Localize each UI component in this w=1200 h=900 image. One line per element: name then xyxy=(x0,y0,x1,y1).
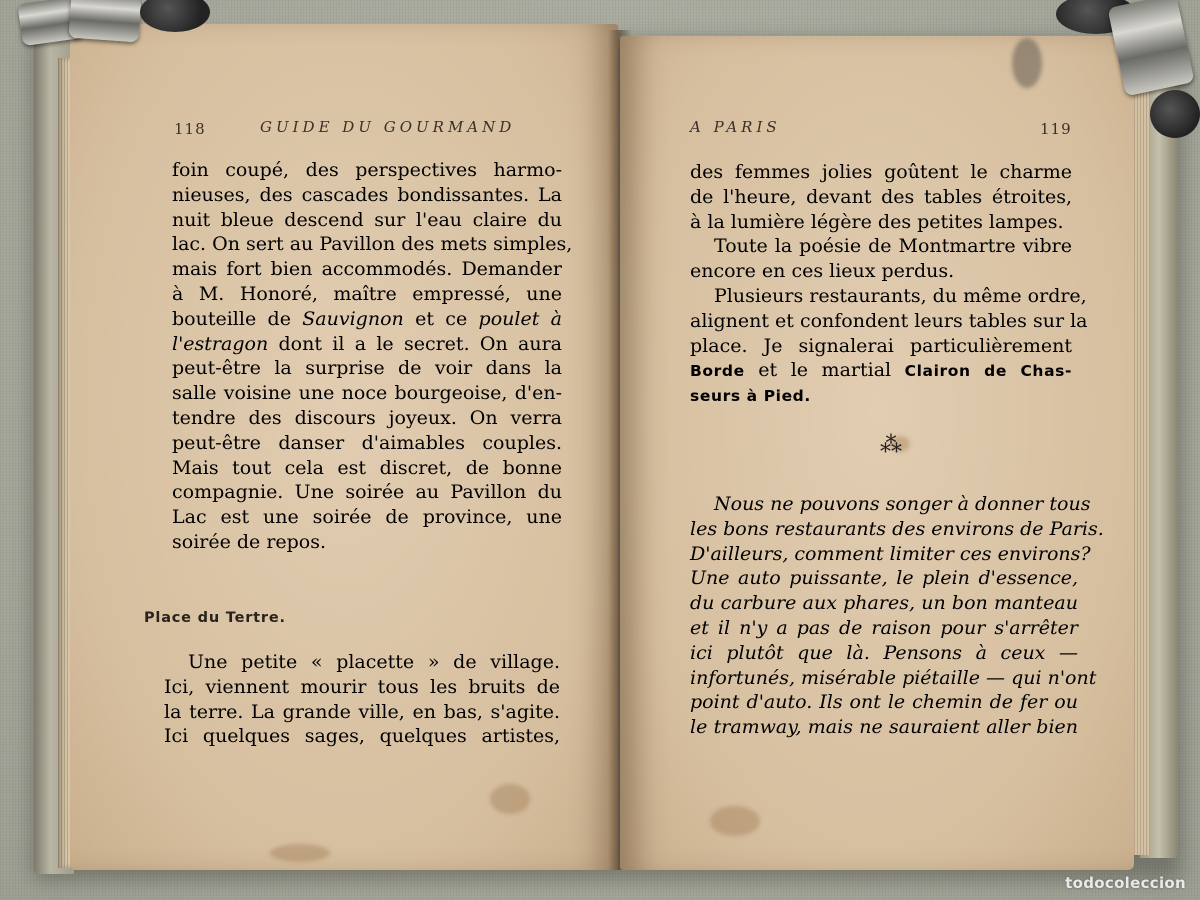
restaurant-name: Borde xyxy=(690,362,745,381)
text-line: alignent et confondent leurs tables sur la xyxy=(690,309,1088,332)
text-line: salle voisine une noce bourgeoise, d'en- xyxy=(172,382,562,405)
clip-base-right xyxy=(1150,90,1200,138)
text-line: infortunés, misérable piétaille — qui n'ont xyxy=(690,666,1097,689)
right-italic-paragraph xyxy=(690,492,1104,740)
foxing-stain xyxy=(490,784,530,814)
text-line: peut-être la surprise de voir dans la xyxy=(172,357,562,380)
section-paragraph xyxy=(164,650,560,749)
text-line: du carbure aux phares, un bon manteau xyxy=(690,592,1078,615)
text-line: à la lumière légère des petites lampes. xyxy=(690,210,1064,233)
section-title: Place du Tertre. xyxy=(144,610,286,626)
right-running-header: A PARIS xyxy=(690,118,781,136)
watermark-logo: todocoleccion xyxy=(1065,874,1186,892)
text-line: tendre des discours joyeux. On verra xyxy=(172,406,562,429)
text-line: Nous ne pouvons songer à donner tous xyxy=(714,493,1091,515)
text-line: de l'heure, devant des tables étroites, xyxy=(690,185,1072,208)
left-paragraph xyxy=(172,158,573,555)
italic-dish-name: poulet à xyxy=(478,307,562,330)
text-line: Ici, viennent mourir tous les bruits de xyxy=(164,675,560,698)
text-line: ici plutôt que là. Pensons à ceux — xyxy=(690,641,1078,664)
text-line: Mais tout cela est discret, de bonne xyxy=(172,456,562,479)
text-line: le tramway, mais ne sauraient aller bien xyxy=(690,716,1078,739)
text-fragment: et ce xyxy=(403,307,479,330)
left-page-number: 118 xyxy=(174,120,206,138)
text-line: Une auto puissante, le plein d'essence, xyxy=(690,567,1078,590)
text-line: les bons restaurants des environs de Paris. xyxy=(690,517,1104,540)
text-line: Lac est une soirée de province, une xyxy=(172,506,562,529)
text-line: D'ailleurs, comment limiter ces environs? xyxy=(690,542,1091,565)
text-line xyxy=(172,332,562,357)
text-line: Ici quelques sages, quelques artistes, xyxy=(164,725,560,748)
italic-wine-name: Sauvignon xyxy=(302,307,404,330)
right-page-number: 119 xyxy=(1040,120,1072,138)
text-line xyxy=(690,358,1072,384)
page-clip-left xyxy=(68,0,141,42)
text-line: place. Je signalerai particulièrement xyxy=(690,334,1072,357)
text-line: la terre. La grande ville, en bas, s'agite. xyxy=(164,700,560,723)
text-line xyxy=(172,307,562,332)
restaurant-name-cont: seurs à Pied. xyxy=(690,387,811,406)
text-line: mais fort bien accommodés. Demander xyxy=(172,258,562,281)
text-line: à M. Honoré, maître empressé, une xyxy=(172,282,562,305)
text-line: Toute la poésie de Montmartre vibre xyxy=(714,235,1072,258)
text-fragment: dont il a le secret. On aura xyxy=(268,332,562,355)
foxing-stain xyxy=(270,844,330,862)
text-line: des femmes jolies goûtent le charme xyxy=(690,161,1072,183)
text-fragment: et le martial xyxy=(744,359,905,382)
text-line: point d'auto. Ils ont le chemin de fer ou xyxy=(690,691,1078,714)
text-line: peut-être danser d'aimables couples. xyxy=(172,431,562,454)
asterism-ornament: ⁂ xyxy=(880,433,902,458)
text-line: Plusieurs restaurants, du même ordre, xyxy=(714,284,1087,307)
text-line: foin coupé, des perspectives harmo- xyxy=(172,159,562,181)
text-line: nieuses, des cascades bondissantes. La xyxy=(172,183,562,206)
text-line: encore en ces lieux perdus. xyxy=(690,260,955,283)
text-fragment: bouteille de xyxy=(172,307,303,330)
restaurant-name: Clairon de Chas- xyxy=(904,362,1072,381)
right-paragraph xyxy=(690,160,1088,409)
left-running-header: GUIDE DU GOURMAND xyxy=(260,118,516,136)
text-line: lac. On sert au Pavillon des mets simples, xyxy=(172,233,573,256)
text-line: soirée de repos. xyxy=(172,530,327,553)
text-line: compagnie. Une soirée au Pavillon du xyxy=(172,481,562,504)
text-line: nuit bleue descend sur l'eau claire du xyxy=(172,208,562,231)
italic-dish-name-cont: l'estragon xyxy=(172,332,269,355)
foxing-stain xyxy=(710,806,760,836)
text-line: et il n'y a pas de raison pour s'arrêter xyxy=(690,616,1078,639)
foxing-stain xyxy=(1012,38,1042,88)
text-line: Une petite « placette » de village. xyxy=(188,651,560,673)
